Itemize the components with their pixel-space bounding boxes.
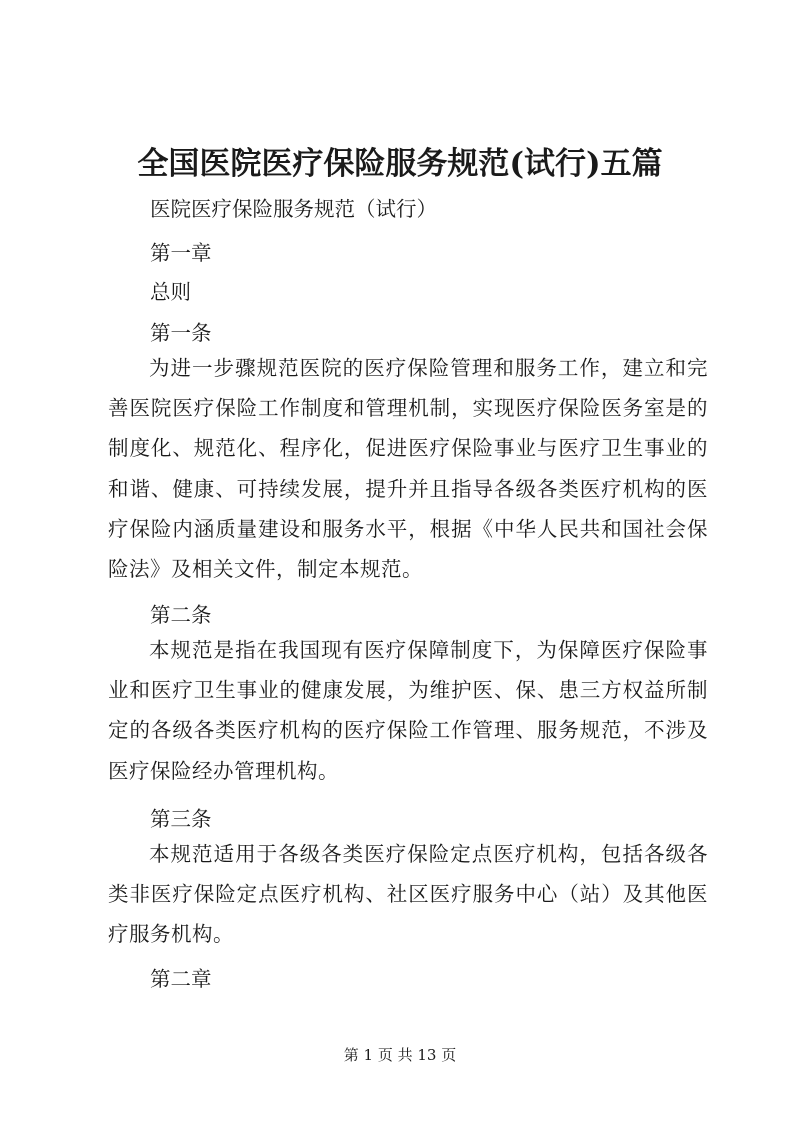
document-subtitle: 医院医疗保险服务规范（试行） [150, 197, 437, 221]
document-title: 全国医院医疗保险服务规范(试行)五篇 [137, 146, 663, 182]
page-footer: 第 1 页 共 13 页 [343, 1046, 457, 1064]
chapter-heading-1: 第一章 [150, 241, 212, 265]
article-text-1: 为进一步骤规范医院的医疗保险管理和服务工作，建立和完善医院医疗保险工作制度和管理机制，实现医疗保险医务室是的制度化、规范化、程序化，促进医疗保险事业与医疗卫生事业的和谐、健康、可持续发展，提升并且指导各级各类医疗机构的医疗保险内涵质量建设和服务水平，根据《中华人民共和国社会保险法》及相关文件，制定本规范。 [108, 356, 708, 582]
article-text-3: 本规范适用于各级各类医疗保险定点医疗机构，包括各级各类非医疗保险定点医疗机构、社区医疗服务中心（站）及其他医疗服务机构。 [108, 842, 708, 947]
article-heading-3: 第三条 [150, 807, 212, 831]
article-heading-1: 第一条 [150, 321, 212, 345]
chapter-heading-2: 第二章 [150, 967, 212, 991]
article-text-2: 本规范是指在我国现有医疗保障制度下，为保障医疗保险事业和医疗卫生事业的健康发展，为维护医、保、患三方权益所制定的各级各类医疗机构的医疗保险工作管理、服务规范，不涉及医疗保险经办管理机构。 [108, 638, 708, 783]
section-heading-general: 总则 [150, 280, 191, 304]
article-heading-2: 第二条 [150, 603, 212, 627]
